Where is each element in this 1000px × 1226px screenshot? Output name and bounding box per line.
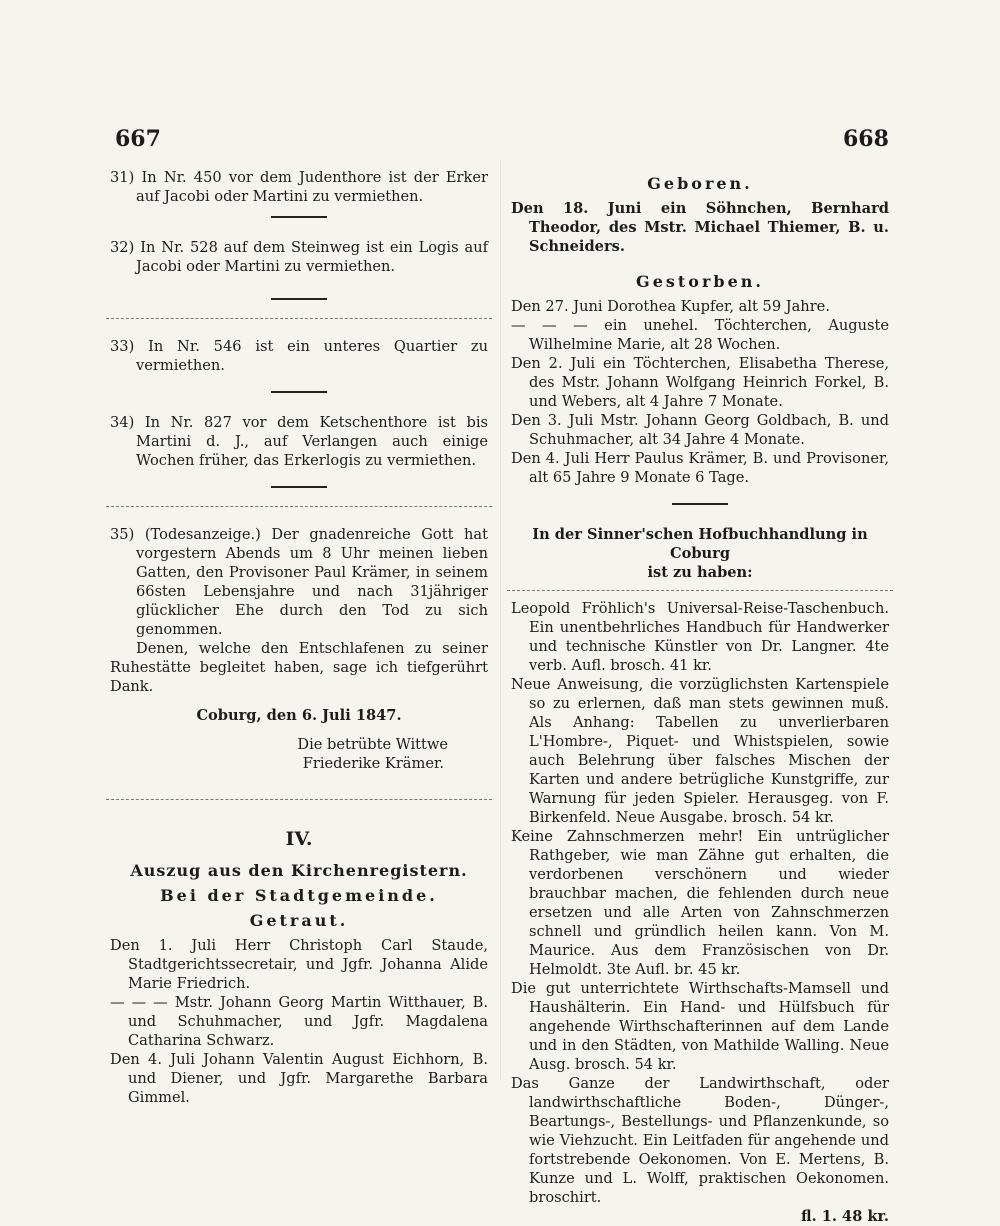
section-title: Auszug aus den Kirchenregistern. [130,861,468,880]
short-rule [271,298,327,300]
births-heading: Geboren. [647,174,753,193]
bookshop-subheading: ist zu haben: [647,564,753,581]
place-date: Coburg, den 6. Juli 1847. [196,707,402,724]
right-column [511,168,889,1226]
bookshop-heading: In der Sinner'schen Hofbuchhandlung in Coburg [532,526,868,562]
birth-entry: Den 18. Juni ein Söhnchen, Bernhard Theodor, des Mstr. Michael Thiemer, B. u. Schneiders. [511,200,889,255]
notice-31: 31) In Nr. 450 vor dem Judenthore ist der Erker auf Jacobi oder Martini zu vermiethen. [110,169,488,205]
notice-32: 32) In Nr. 528 auf dem Steinweg ist ein Logis auf Jacobi oder Martini zu vermiethen. [110,239,488,275]
book-entry: Neue Anweisung, die vorzüglichsten Kartenspiele so zu erlernen, daß man stets gewinnen muß. Als Anhang: Tabellen zu unverlierbaren L'Hombre-, Piquet- und Whistspielen, sowie auch Belehrung über falsches Mischen der Karten und andere betrügliche Kunstgriffe, zur Warnung für jeden Spieler. Herausgeg. von F. Birkenfeld. Neue Ausgabe. brosch. 54 kr. [511,676,889,826]
death-entry: Den 4. Juli Herr Paulus Krämer, B. und Provisoner, alt 65 Jahre 9 Monate 6 Tage. [511,450,889,486]
dotted-separator [106,318,492,319]
death-entry: Den 3. Juli Mstr. Johann Georg Goldbach, B. und Schuhmacher, alt 34 Jahre 4 Monate. [511,412,889,448]
short-rule [271,486,327,488]
book-entry: Die gut unterrichtete Wirthschafts-Mamsell und Haushälterin. Ein Hand- und Hülfsbuch für angehende Wirthschafterinnen auf dem Lande und in den Städten, von Mathilde Walling. Neue Ausg. brosch. 54 kr. [511,980,889,1073]
death-entry: — — — ein unehel. Töchterchen, Auguste Wilhelmine Marie, alt 28 Wochen. [511,317,889,353]
notice-34: 34) In Nr. 827 vor dem Ketschenthore ist bis Martini d. J., auf Verlangen auch einige Wochen früher, das Erkerlogis zu vermiethen. [110,414,488,469]
notice-35: 35) (Todesanzeige.) Der gnadenreiche Gott hat vorgestern Abends um 8 Uhr meinen lieben Gatten, den Provisoner Paul Krämer, in seinem 66sten Lebensjahre und nach 31jähriger glücklicher Ehe durch den Tod zu sich genommen. [110,526,488,638]
page-number-right: 668 [843,126,889,152]
dotted-separator [507,590,893,591]
section-number: IV. [285,828,313,850]
book-entry: Das Ganze der Landwirthschaft, oder landwirthschaftliche Boden-, Dünger-, Beartungs-, Bestellungs- und Pflanzenkunde, so wie Viehzucht. Ein Leitfaden für angehende und fortstrebende Oekonomen. Von E. Mertens, B. Kunze und L. Wolff, praktischen Oekonomen. broschirt. [511,1075,889,1206]
signature-line-1: Die betrübte Wittwe [297,736,448,753]
marriage-entry: Den 4. Juli Johann Valentin August Eichhorn, B. und Diener, und Jgfr. Margarethe Barbara Gimmel. [110,1051,488,1106]
dotted-separator [106,506,492,507]
signature-line-2: Friederike Krämer. [302,755,444,772]
death-entry: Den 2. Juli ein Töchterchen, Elisabetha Therese, des Mstr. Johann Wolfgang Heinrich Forkel, B. und Webers, alt 4 Jahre 7 Monate. [511,355,889,410]
parish-heading: Bei der Stadtgemeinde. [160,886,438,905]
page-number-left: 667 [115,126,161,152]
left-column [110,168,488,1107]
book-entry: Keine Zahnschmerzen mehr! Ein untrüglicher Rathgeber, wie man Zähne gut erhalten, die verdorbenen verschönern und wieder brauchbar machen, die fehlenden durch neue ersetzen und alle Arten von Zahnschmerzen schnell und gründlich heilen kann. Von M. Maurice. Aus dem Französischen von Dr. Helmoldt. 3te Aufl. br. 45 kr. [511,828,889,978]
dotted-separator [106,799,492,800]
deaths-heading: Gestorben. [636,272,764,291]
short-rule [672,503,728,505]
marriage-entry: Den 1. Juli Herr Christoph Carl Staude, Stadtgerichtssecretair, und Jgfr. Johanna Alide Marie Friedrich. [110,937,488,992]
column-divider [500,160,501,1080]
book-entry: Leopold Fröhlich's Universal-Reise-Taschenbuch. Ein unentbehrliches Handbuch für Handwerker und technische Künstler von Dr. Langner. 4te verb. Aufl. brosch. 41 kr. [511,600,889,674]
notice-33: 33) In Nr. 546 ist ein unteres Quartier zu vermiethen. [110,338,488,374]
notice-35-thanks: Denen, welche den Entschlafenen zu seiner Ruhestätte begleitet haben, sage ich tiefgerührt Dank. [110,640,488,695]
marriage-entry: — — — Mstr. Johann Georg Martin Witthauer, B. und Schuhmacher, und Jgfr. Magdalena Catharina Schwarz. [110,994,488,1049]
short-rule [271,216,327,218]
book-price: fl. 1. 48 kr. [800,1208,889,1225]
short-rule [271,391,327,393]
book-list [511,599,889,1207]
married-heading: Getraut. [249,911,349,930]
death-entry: Den 27. Juni Dorothea Kupfer, alt 59 Jahre. [511,298,830,315]
